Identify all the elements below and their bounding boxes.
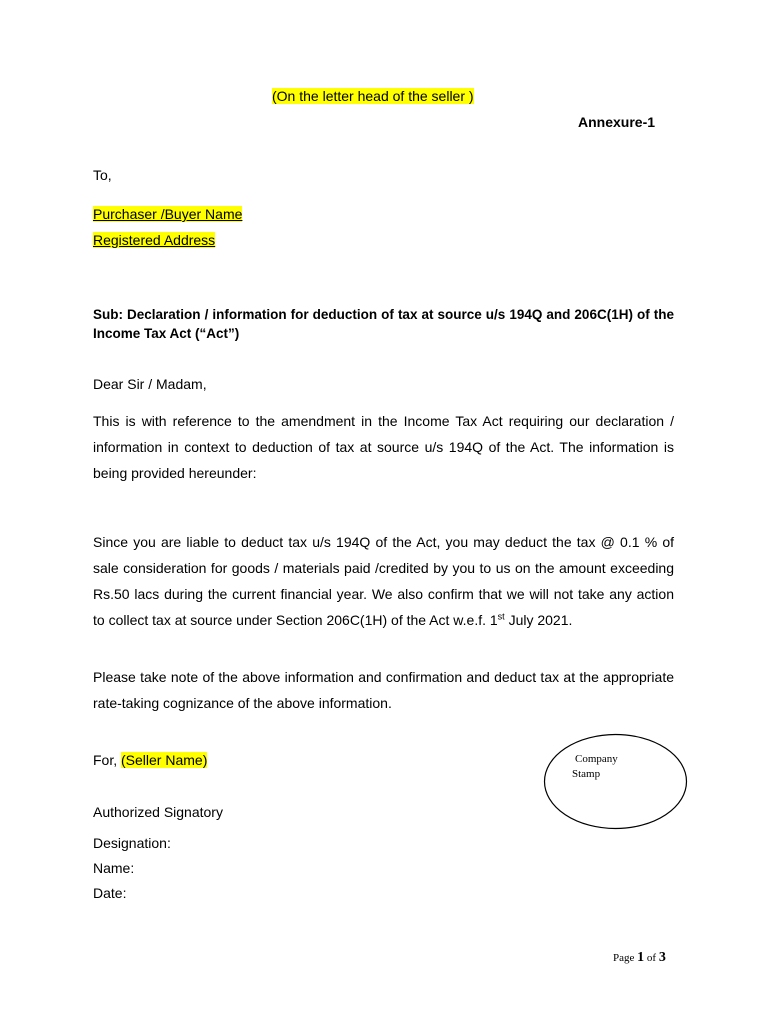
seller-name: (Seller Name): [121, 752, 208, 768]
buyer-name-text: Purchaser /Buyer Name: [93, 206, 243, 222]
paragraph-2-main: Since you are liable to deduct tax u/s 194Q of the Act, you may deduct the tax @ 0.1 % of sale consideration for goods / materials paid /credited by you to us on the amount exceeding Rs.50 lacs during the current financial year. We also confirm that we will not take any action to collect tax at source under Section 206C(1H) of the Act w.e.f. 1: [93, 534, 674, 628]
salutation: Dear Sir / Madam,: [93, 376, 207, 392]
letterhead-note: [272, 88, 474, 104]
subject-line: Sub: Declaration / information for deduction of tax at source u/s 194Q and 206C(1H) of the Income Tax Act (“Act”): [93, 307, 674, 341]
date-label: Date:: [93, 885, 127, 901]
buyer-name: [93, 206, 242, 222]
paragraph-1: This is with reference to the amendment in the Income Tax Act requiring our declaration / information in context to deduction of tax at source u/s 194Q of the Act. The information is being provided hereunder:: [93, 413, 674, 481]
paragraph-2-superscript: st: [497, 611, 505, 622]
registered-address-text: Registered Address: [93, 232, 216, 248]
stamp-ellipse: [543, 733, 688, 830]
page-number: 1: [637, 950, 645, 965]
for-label: For,: [93, 752, 122, 768]
registered-address: [93, 232, 215, 248]
page-footer: [613, 950, 666, 966]
page-word: Page: [613, 952, 638, 964]
of-word: of: [644, 952, 659, 964]
designation-label: Designation:: [93, 835, 171, 851]
to-line: To,: [93, 167, 112, 183]
annexure-label: Annexure-1: [578, 114, 656, 130]
stamp-line-2: Stamp: [572, 768, 601, 780]
paragraph-2-end: July 2021.: [504, 612, 573, 628]
paragraph-2: [93, 529, 674, 633]
paragraph-3: Please take note of the above information and confirmation and deduct tax at the appropriate rate-taking cognizance of the above information.: [93, 669, 674, 711]
authorized-signatory: Authorized Signatory: [93, 804, 223, 820]
letterhead-note-text: (On the letter head of the seller ): [272, 88, 474, 104]
page-total: 3: [658, 950, 666, 965]
name-label: Name:: [93, 860, 135, 876]
stamp-line-1: Company: [575, 753, 618, 765]
for-seller-line: [93, 752, 207, 768]
company-stamp: [543, 733, 688, 830]
